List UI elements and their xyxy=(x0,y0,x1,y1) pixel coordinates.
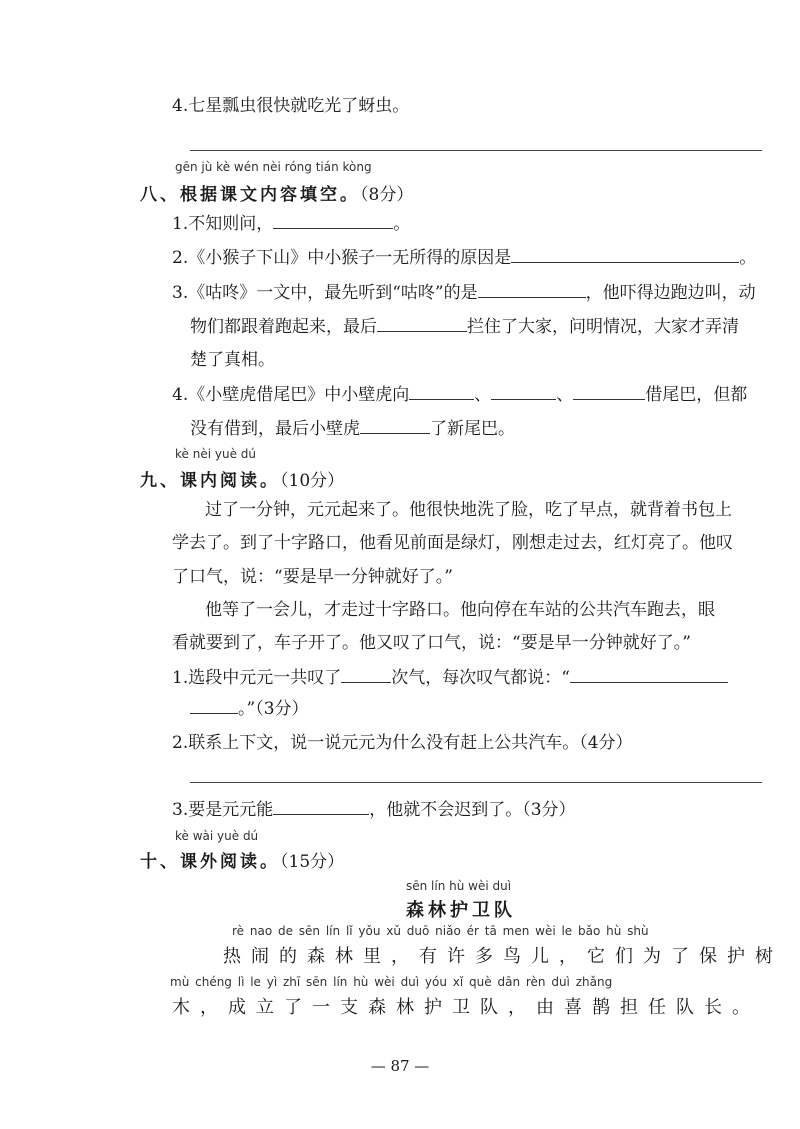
sec8-q2-blank[interactable] xyxy=(511,246,739,263)
sec8-q4-text: 4.《小壁虎借尾巴》中小壁虎向 xyxy=(172,385,410,405)
sec8-q3-text3: 物们都跟着跑起来，最后 xyxy=(190,317,377,337)
sec9-para1-line3: 了口气，说：“要是早一分钟就好了。” xyxy=(172,567,453,587)
sec8-q3-line1 xyxy=(172,281,756,304)
sec9-q1-line1 xyxy=(172,666,728,689)
q7-item-4: 4.七星瓢虫很快就吃光了蚜虫。 xyxy=(172,96,410,116)
answer-line[interactable] xyxy=(190,782,762,783)
story-line1: 热闹的森林里，有许多鸟儿，它们为了保护树 xyxy=(223,946,783,967)
sec8-q4-line2 xyxy=(190,417,515,440)
page-number: — 87 — xyxy=(370,1057,430,1075)
sec9-q1-blank3[interactable] xyxy=(190,697,238,714)
story-line1-pinyin: rè nao de sēn lín lǐ yǒu xǔ duō niǎo ér tā men wèi le bǎo hù shù xyxy=(232,924,649,938)
sec8-q4-sep1: 、 xyxy=(474,385,492,405)
sec8-q4-blank2[interactable] xyxy=(491,383,556,400)
sec8-q4-blank1[interactable] xyxy=(409,383,474,400)
sec9-title: 九、课内阅读。 xyxy=(140,471,280,491)
sec8-q1 xyxy=(172,212,410,235)
sec8-q3-line3: 楚了真相。 xyxy=(190,350,275,370)
sec8-q2-text: 2.《小猴子下山》中小猴子一无所得的原因是 xyxy=(172,248,512,268)
sec8-pinyin: gēn jù kè wén nèi róng tián kòng xyxy=(175,160,372,174)
sec8-q4-text3: 没有借到，最后小壁虎 xyxy=(190,419,360,439)
sec10-pinyin: kè wài yuè dú xyxy=(175,829,259,843)
sec8-q4-blank4[interactable] xyxy=(360,417,430,434)
sec9-para2-line1: 他等了一会儿，才走过十字路口。他向停在车站的公共汽车跑去，眼 xyxy=(205,600,715,620)
sec8-q2-end: 。 xyxy=(739,248,757,268)
sec10-title: 十、课外阅读。 xyxy=(140,852,280,872)
sec8-q3-line2 xyxy=(190,315,739,338)
sec8-q4-sep2: 、 xyxy=(556,385,574,405)
sec8-q4-blank3[interactable] xyxy=(573,383,645,400)
story-line2: 木，成立了一支森林护卫队，由喜鹊担任队长。 xyxy=(172,997,760,1018)
story-title-pinyin: sēn lín hù wèi duì xyxy=(406,879,512,893)
answer-line[interactable] xyxy=(190,150,762,151)
sec9-score: （10分） xyxy=(280,471,345,491)
sec10-score: （15分） xyxy=(280,852,345,872)
sec8-q3-blank1[interactable] xyxy=(478,281,586,298)
sec8-q3-blank2[interactable] xyxy=(377,315,467,332)
sec9-q1-end: 。”（3分） xyxy=(238,699,309,719)
sec8-q3-text2: ，他吓得边跑边叫，动 xyxy=(585,283,756,303)
sec8-q4-text2: 借尾巴，但都 xyxy=(645,385,748,405)
sec9-para2-line2: 看就要到了，车子开了。他又叹了口气，说：“要是早一分钟就好了。” xyxy=(172,633,691,653)
sec8-heading xyxy=(140,180,413,206)
story-title: 森林护卫队 xyxy=(406,900,516,921)
sec9-q1-text2: 次气，每次叹气都说：“ xyxy=(391,668,570,688)
sec9-q1-blank1[interactable] xyxy=(341,666,391,683)
sec9-q1-text: 1.选段中元元一共叹了 xyxy=(172,668,342,688)
sec9-heading xyxy=(140,466,344,492)
sec9-q3-blank[interactable] xyxy=(273,798,369,815)
story-line2-pinyin: mù chéng lì le yì zhī sēn lín hù wèi duì yóu xǐ què dān rèn duì zhǎng xyxy=(170,975,613,989)
sec9-q3 xyxy=(172,798,576,821)
sec8-title: 八、根据课文内容填空。 xyxy=(140,185,360,205)
sec8-q1-text: 1.不知则问， xyxy=(172,214,274,234)
sec8-q2 xyxy=(172,246,756,269)
sec8-q4-text4: 了新尾巴。 xyxy=(430,419,515,439)
sec9-pinyin: kè nèi yuè dú xyxy=(175,447,256,461)
sec8-q3-text: 3.《咕咚》一文中，最先听到“咕咚”的是 xyxy=(172,283,478,303)
sec8-score: （8分） xyxy=(360,185,414,205)
sec9-q3-text: 3.要是元元能 xyxy=(172,800,274,820)
sec8-q1-end: 。 xyxy=(393,214,411,234)
sec9-q1-line2 xyxy=(190,697,309,720)
sec8-q4-line1 xyxy=(172,383,747,406)
sec9-q1-blank2[interactable] xyxy=(570,666,728,683)
sec10-heading xyxy=(140,847,344,873)
sec8-q3-text4: 拦住了大家，问明情况，大家才弄清 xyxy=(467,317,739,337)
sec9-q2: 2.联系上下文，说一说元元为什么没有赶上公共汽车。（4分） xyxy=(172,733,633,753)
sec9-para1-line2: 学去了。到了十字路口，他看见前面是绿灯，刚想走过去，红灯亮了。他叹 xyxy=(172,533,733,553)
sec8-q1-blank[interactable] xyxy=(273,212,393,229)
sec9-q3-text2: ，他就不会迟到了。（3分） xyxy=(369,800,576,820)
sec9-para1-line1: 过了一分钟，元元起来了。他很快地洗了脸，吃了早点，就背着书包上 xyxy=(205,500,732,520)
